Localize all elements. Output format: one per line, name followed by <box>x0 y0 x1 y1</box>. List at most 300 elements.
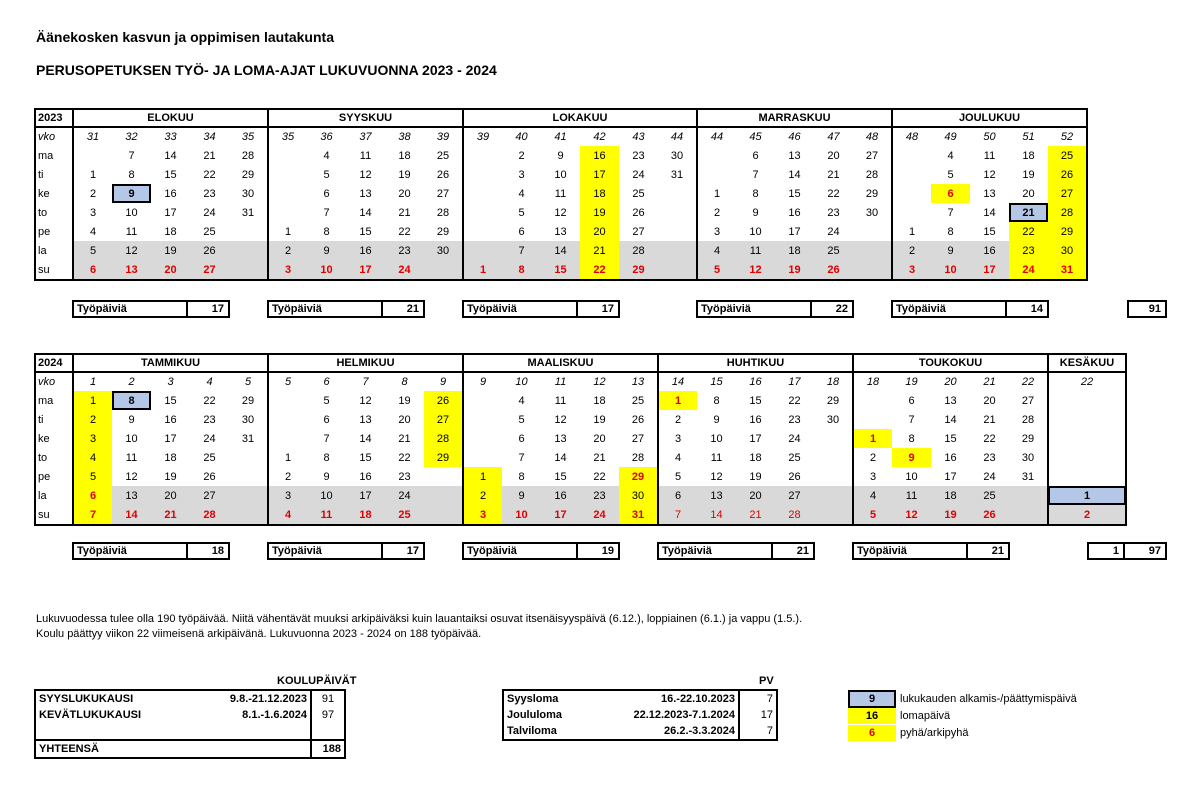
day-cell: 14 <box>788 168 801 181</box>
week-number: 21 <box>983 376 996 388</box>
day-cell: 26 <box>1048 165 1087 184</box>
day-cell <box>853 410 892 429</box>
day-cell: 8 <box>908 432 915 445</box>
day-cell <box>1009 505 1048 525</box>
day-cell: 16 <box>541 486 580 505</box>
day-cell: 23 <box>580 486 619 505</box>
day-cell: 15 <box>944 432 957 445</box>
day-cell: 31 <box>670 168 684 181</box>
day-cell: 23 <box>398 470 411 483</box>
day-cell: 8 <box>518 470 525 483</box>
day-cell <box>814 448 853 467</box>
day-cell: 7 <box>128 149 135 162</box>
day-cell: 9 <box>713 413 720 426</box>
day-cell: 12 <box>112 241 151 260</box>
day-cell: 16 <box>944 451 957 464</box>
day-cell: 1 <box>1048 486 1126 505</box>
day-cell: 19 <box>593 413 606 426</box>
day-cell: 8 <box>502 260 541 280</box>
weekday-label: pe <box>35 222 73 241</box>
week-number: 22 <box>1021 376 1035 388</box>
day-cell: 1 <box>268 222 307 241</box>
day-cell: 27 <box>436 187 450 200</box>
week-number: 34 <box>203 131 216 143</box>
day-cell: 10 <box>307 260 346 280</box>
week-number: 6 <box>323 376 330 388</box>
day-cell: 24 <box>827 225 840 238</box>
day-cell: 29 <box>826 394 840 407</box>
weekday-label: su <box>35 505 73 525</box>
day-cell: 25 <box>1048 146 1087 165</box>
day-cell: 2 <box>73 410 112 429</box>
day-cell: 14 <box>112 505 151 525</box>
pv-title: PV <box>759 675 774 687</box>
day-cell: 8 <box>112 391 151 410</box>
day-cell: 12 <box>359 168 372 181</box>
day-cell: 8 <box>323 451 330 464</box>
day-cell: 20 <box>580 222 619 241</box>
day-cell: 7 <box>518 451 525 464</box>
day-cell: 26 <box>190 241 229 260</box>
day-cell: 16 <box>970 241 1009 260</box>
legend-swatch: 16 <box>848 708 896 724</box>
day-cell: 22 <box>593 470 606 483</box>
day-cell: 16 <box>788 206 801 219</box>
day-cell: 24 <box>983 470 996 483</box>
weekday-label: ma <box>35 391 73 410</box>
day-cell: 3 <box>268 260 307 280</box>
day-cell: 21 <box>398 206 411 219</box>
day-cell: 30 <box>619 486 658 505</box>
day-cell: 15 <box>749 394 762 407</box>
day-cell <box>268 429 307 448</box>
day-cell: 28 <box>1048 203 1087 222</box>
day-cell: 22 <box>580 260 619 280</box>
day-cell <box>268 146 307 165</box>
day-cell <box>853 260 892 280</box>
day-cell: 1 <box>73 165 112 184</box>
day-cell: 5 <box>697 260 736 280</box>
day-cell: 30 <box>826 413 840 426</box>
day-cell: 11 <box>554 394 567 407</box>
day-cell: 26 <box>424 391 463 410</box>
day-cell: 27 <box>190 486 229 505</box>
day-cell: 30 <box>424 241 463 260</box>
month-header: MARRASKUU <box>697 109 892 127</box>
day-cell: 4 <box>853 486 892 505</box>
week-number: 2 <box>128 376 135 388</box>
day-cell: 5 <box>323 394 330 407</box>
total-2024-box: 1 97 <box>1087 542 1167 560</box>
day-cell: 31 <box>619 505 658 525</box>
day-cell <box>814 505 853 525</box>
day-cell: 27 <box>775 486 814 505</box>
day-cell: 12 <box>736 260 775 280</box>
day-cell: 27 <box>1048 184 1087 203</box>
day-cell <box>814 486 853 505</box>
day-cell: 9 <box>931 241 970 260</box>
week-number: 7 <box>362 376 369 388</box>
day-cell: 13 <box>697 486 736 505</box>
day-cell <box>229 467 268 486</box>
day-cell: 14 <box>944 413 957 426</box>
day-cell: 5 <box>853 505 892 525</box>
day-cell: 26 <box>631 413 645 426</box>
day-cell: 13 <box>554 432 567 445</box>
day-cell: 7 <box>73 505 112 525</box>
day-cell: 17 <box>346 486 385 505</box>
day-cell: 20 <box>398 187 411 200</box>
day-cell: 29 <box>619 467 658 486</box>
day-cell: 17 <box>164 206 177 219</box>
month-header: LOKAKUU <box>463 109 697 127</box>
day-cell: 20 <box>593 432 606 445</box>
day-cell: 11 <box>736 241 775 260</box>
day-cell: 13 <box>112 260 151 280</box>
day-cell: 6 <box>518 225 525 238</box>
month-header: HUHTIKUU <box>658 354 853 372</box>
day-cell: 15 <box>164 168 177 181</box>
day-cell <box>658 260 697 280</box>
day-cell: 14 <box>359 432 372 445</box>
weekday-label: to <box>35 448 73 467</box>
week-number: 9 <box>439 376 447 388</box>
note-line-1: Lukuvuodessa tulee olla 190 työpäivää. Niitä vähentävät muuksi arkipäiväksi kuin lauantaiksi osuvat itsenäisyyspäivä (6.12.), loppiainen (6.1.) ja vappu (1.5.). <box>36 613 803 625</box>
day-cell: 4 <box>73 222 112 241</box>
day-cell: 4 <box>697 241 736 260</box>
day-cell: 9 <box>892 448 931 467</box>
day-cell: 1 <box>697 184 736 203</box>
year-label: 2024 <box>35 354 73 372</box>
day-cell: 21 <box>983 413 996 426</box>
day-cell: 29 <box>619 260 658 280</box>
day-cell <box>1048 448 1126 467</box>
day-cell: 9 <box>112 184 151 203</box>
day-cell: 21 <box>203 149 216 162</box>
day-cell: 18 <box>1022 149 1035 162</box>
day-cell <box>853 241 892 260</box>
day-cell: 18 <box>580 184 619 203</box>
week-number: 50 <box>983 131 996 143</box>
week-number: 40 <box>515 131 528 143</box>
day-cell: 14 <box>554 451 567 464</box>
workdays-box: Työpäiviä 21 <box>657 542 815 560</box>
day-cell <box>463 146 502 165</box>
organization-title: Äänekosken kasvun ja oppimisen lautakunta <box>36 29 334 45</box>
legend-swatch: 6 <box>848 725 896 741</box>
day-cell: 8 <box>713 394 720 407</box>
day-cell: 25 <box>970 486 1009 505</box>
day-cell: 6 <box>323 413 330 426</box>
day-cell: 3 <box>658 429 697 448</box>
day-cell: 11 <box>307 505 346 525</box>
day-cell <box>892 165 931 184</box>
day-cell: 6 <box>73 486 112 505</box>
workdays-box: Työpäiviä 22 <box>696 300 854 318</box>
day-cell: 6 <box>73 260 112 280</box>
day-cell: 13 <box>788 149 801 162</box>
week-number: 19 <box>905 376 918 388</box>
month-header: TAMMIKUU <box>73 354 268 372</box>
day-cell: 18 <box>346 505 385 525</box>
day-cell: 25 <box>632 187 645 200</box>
weekday-label: ti <box>35 410 73 429</box>
week-number: 43 <box>632 131 645 143</box>
day-cell: 21 <box>398 432 411 445</box>
day-cell: 9 <box>128 413 135 426</box>
week-number: 48 <box>865 131 879 143</box>
day-cell: 5 <box>518 413 525 426</box>
day-cell: 1 <box>463 467 502 486</box>
day-cell: 20 <box>151 486 190 505</box>
day-cell: 4 <box>518 394 525 407</box>
day-cell: 18 <box>593 394 606 407</box>
day-cell: 23 <box>983 451 996 464</box>
day-cell: 22 <box>827 187 840 200</box>
day-cell: 1 <box>658 391 697 410</box>
day-cell: 15 <box>359 451 372 464</box>
note-line-2: Koulu päättyy viikon 22 viimeisenä arkipäivänä. Lukuvuonna 2023 - 2024 on 188 työpäivää. <box>36 628 482 640</box>
day-cell: 15 <box>788 187 801 200</box>
legend-holiday: 16 lomapäivä <box>848 708 950 724</box>
day-cell: 29 <box>436 225 450 238</box>
day-cell: 29 <box>241 168 255 181</box>
day-cell: 10 <box>905 470 918 483</box>
day-cell: 30 <box>1021 451 1035 464</box>
week-number: 3 <box>167 376 174 388</box>
day-cell <box>892 146 931 165</box>
week-number: 35 <box>241 131 255 143</box>
week-number: 52 <box>1048 127 1087 146</box>
legend-swatch: 9 <box>848 690 896 708</box>
day-cell: 1 <box>463 260 502 280</box>
day-cell <box>229 448 268 467</box>
koulupaivat-title: KOULUPÄIVÄT <box>277 675 357 687</box>
day-cell: 29 <box>1048 222 1087 241</box>
day-cell: 7 <box>752 168 759 181</box>
day-cell <box>424 467 463 486</box>
day-cell: 6 <box>658 486 697 505</box>
day-cell <box>853 222 892 241</box>
day-cell: 18 <box>398 149 411 162</box>
day-cell: 26 <box>632 206 645 219</box>
day-cell: 10 <box>125 432 138 445</box>
day-cell: 28 <box>775 505 814 525</box>
week-number: 22 <box>1048 372 1126 391</box>
day-cell: 4 <box>518 187 525 200</box>
day-cell <box>697 146 736 165</box>
day-cell: 20 <box>151 260 190 280</box>
day-cell <box>463 222 502 241</box>
day-cell: 18 <box>749 451 762 464</box>
day-cell: 5 <box>947 168 954 181</box>
week-number: 39 <box>463 127 502 146</box>
week-number: 32 <box>125 131 138 143</box>
day-cell: 22 <box>398 451 411 464</box>
day-cell: 14 <box>983 206 996 219</box>
workdays-box: Työpäiviä 21 <box>267 300 425 318</box>
day-cell: 16 <box>164 413 177 426</box>
day-cell <box>1048 391 1126 410</box>
week-number: 11 <box>554 376 567 388</box>
day-cell <box>463 448 502 467</box>
day-cell <box>229 260 268 280</box>
day-cell: 10 <box>710 432 723 445</box>
week-number: 20 <box>944 376 957 388</box>
day-cell: 15 <box>541 260 580 280</box>
day-cell <box>73 146 112 165</box>
day-cell <box>268 410 307 429</box>
day-cell: 26 <box>436 168 450 181</box>
day-cell: 23 <box>385 241 424 260</box>
table-row: Syysloma 16.-22.10.2023 7 <box>503 690 777 707</box>
day-cell: 17 <box>346 260 385 280</box>
day-cell: 21 <box>580 241 619 260</box>
day-cell: 26 <box>788 470 801 483</box>
day-cell <box>1009 486 1048 505</box>
table-row: Talviloma 26.2.-3.3.2024 7 <box>503 723 777 740</box>
week-number: 8 <box>401 376 408 388</box>
day-cell: 21 <box>593 451 606 464</box>
day-cell: 12 <box>710 470 723 483</box>
day-cell: 13 <box>554 225 567 238</box>
day-cell: 4 <box>658 448 697 467</box>
day-cell: 5 <box>323 168 330 181</box>
day-cell: 9 <box>557 149 564 162</box>
day-cell: 5 <box>73 467 112 486</box>
day-cell: 9 <box>752 206 759 219</box>
day-cell <box>814 467 853 486</box>
day-cell: 25 <box>385 505 424 525</box>
month-header: KESÄKUU <box>1048 354 1126 372</box>
day-cell <box>424 486 463 505</box>
day-cell: 19 <box>931 505 970 525</box>
day-cell: 10 <box>307 486 346 505</box>
day-cell <box>424 260 463 280</box>
day-cell: 24 <box>580 505 619 525</box>
week-number: 41 <box>554 131 567 143</box>
day-cell: 12 <box>892 505 931 525</box>
day-cell: 9 <box>307 241 346 260</box>
day-cell: 3 <box>892 260 931 280</box>
day-cell <box>1048 429 1126 448</box>
day-cell: 10 <box>749 225 762 238</box>
day-cell: 17 <box>944 470 957 483</box>
day-cell <box>268 184 307 203</box>
week-number: 9 <box>463 372 502 391</box>
workdays-box: Työpäiviä 21 <box>852 542 1010 560</box>
day-cell: 23 <box>788 413 801 426</box>
day-cell: 25 <box>788 451 801 464</box>
day-cell: 25 <box>203 225 216 238</box>
day-cell: 14 <box>697 505 736 525</box>
day-cell <box>1048 410 1126 429</box>
day-cell: 25 <box>631 394 645 407</box>
day-cell: 29 <box>241 394 255 407</box>
day-cell: 20 <box>827 149 840 162</box>
month-header: ELOKUU <box>73 109 268 127</box>
day-cell: 26 <box>203 470 216 483</box>
day-cell: 2 <box>268 467 307 486</box>
day-cell: 5 <box>73 241 112 260</box>
day-cell: 7 <box>502 241 541 260</box>
week-number: 33 <box>164 131 177 143</box>
day-cell: 25 <box>436 149 450 162</box>
day-cell: 1 <box>73 391 112 410</box>
day-cell: 28 <box>190 505 229 525</box>
day-cell: 17 <box>788 225 801 238</box>
day-cell: 4 <box>947 149 954 162</box>
day-cell: 8 <box>128 168 135 181</box>
workdays-box: Työpäiviä 17 <box>267 542 425 560</box>
week-number: 14 <box>658 372 697 391</box>
day-cell: 21 <box>736 505 775 525</box>
week-number: 46 <box>788 131 801 143</box>
table-row: Joululoma 22.12.2023-7.1.2024 17 <box>503 707 777 723</box>
day-cell <box>463 391 502 410</box>
week-number: 36 <box>320 131 333 143</box>
workdays-box: Työpäiviä 17 <box>462 300 620 318</box>
day-cell: 12 <box>554 413 567 426</box>
day-cell: 21 <box>1009 203 1048 222</box>
weekday-label: la <box>35 241 73 260</box>
day-cell: 2 <box>892 241 931 260</box>
month-header: SYYSKUU <box>268 109 463 127</box>
day-cell: 9 <box>502 486 541 505</box>
day-cell <box>229 486 268 505</box>
week-number: 49 <box>944 131 957 143</box>
day-cell: 25 <box>203 451 216 464</box>
day-cell: 8 <box>947 225 954 238</box>
day-cell: 22 <box>1009 222 1048 241</box>
weekday-label: ke <box>35 184 73 203</box>
week-number: 51 <box>1022 131 1035 143</box>
day-cell: 2 <box>1048 505 1126 525</box>
day-cell <box>463 184 502 203</box>
week-number: 17 <box>788 376 801 388</box>
page-title: PERUSOPETUKSEN TYÖ- JA LOMA-AJAT LUKUVUONNA 2023 - 2024 <box>36 62 497 78</box>
day-cell: 23 <box>1009 241 1048 260</box>
day-cell: 1 <box>853 429 892 448</box>
day-cell <box>853 391 892 410</box>
day-cell: 3 <box>853 467 892 486</box>
day-cell: 18 <box>931 486 970 505</box>
month-header: JOULUKUU <box>892 109 1087 127</box>
day-cell: 15 <box>983 225 996 238</box>
day-cell <box>424 505 463 525</box>
day-cell: 28 <box>1021 413 1035 426</box>
week-number: 13 <box>631 376 645 388</box>
day-cell: 29 <box>1021 432 1035 445</box>
day-cell: 16 <box>164 187 177 200</box>
day-cell: 28 <box>424 429 463 448</box>
day-cell <box>229 505 268 525</box>
week-number: 16 <box>749 376 762 388</box>
day-cell: 12 <box>983 168 996 181</box>
day-cell: 7 <box>323 432 330 445</box>
day-cell: 27 <box>1021 394 1035 407</box>
day-cell <box>229 241 268 260</box>
day-cell: 10 <box>125 206 138 219</box>
day-cell: 9 <box>323 470 330 483</box>
workdays-box: Työpäiviä 19 <box>462 542 620 560</box>
day-cell: 2 <box>697 203 736 222</box>
day-cell: 28 <box>631 451 645 464</box>
day-cell: 17 <box>580 165 619 184</box>
day-cell: 10 <box>931 260 970 280</box>
day-cell <box>1048 467 1126 486</box>
day-cell <box>892 203 931 222</box>
